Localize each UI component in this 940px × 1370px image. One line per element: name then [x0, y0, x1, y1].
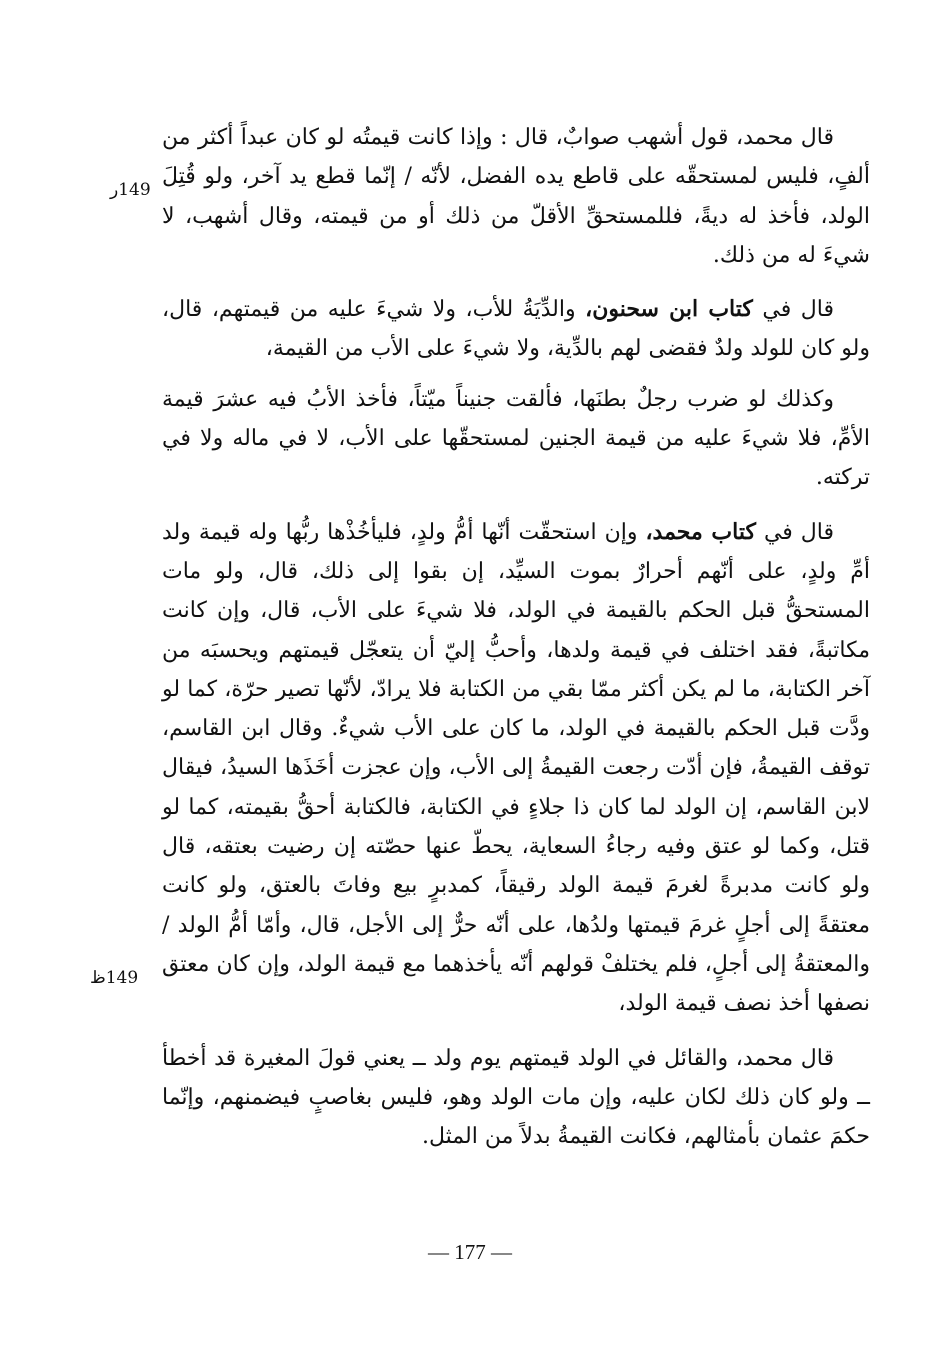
paragraph-3: وكذلك لو ضرب رجلٌ بطنَها، فألقت جنيناً ميّتاً، فأخذ الأبُ فيه عشرَ قيمة الأمِّ، فلا شيءَ عليه من قيمة الجنين لمستحقّها على الأب، لا في ماله ولا في تركته. — [162, 386, 870, 491]
paragraph-4 — [162, 513, 870, 1024]
book-title-ibn-sahnun: كتاب ابن سحنون، — [585, 296, 753, 323]
paragraph-1: قال محمد، قول أشهب صوابٌ، قال : وإذا كانت قيمتُه لو كان عبداً أكثر من ألفٍ، فليس لمستحقّه على قاطع يده الفضل، لأنّه / إنّما قطع يد آخر، ولو قُتِلَ الولد، فأخذ له ديةً، فللمستحقِّ الأقلّ من ذلك أو من قيمته، وقال أشهب، لا شيءَ له من ذلك. — [162, 125, 870, 268]
margin-folio-verso: 149ظ — [90, 968, 139, 988]
book-title-muhammad: كتاب محمد، — [645, 518, 756, 545]
margin-folio-recto: 149ر — [110, 180, 151, 200]
paragraph-4-lead: قال في — [755, 519, 834, 545]
main-text-block — [162, 118, 870, 1156]
paragraph-4-rest: وإن استحقّت أنّها أمُّ ولدٍ، فليأخُذْها ربُّها وله قيمة ولد أمِّ ولدٍ، على أنّهم أحرارٌ بموت السيِّد، إن بقوا إلى ذلك، قال، ولو مات المستحقُّ قبل الحكم بالقيمة في الولد، فلا شيءَ على الأب، قال، وإن كانت مكاتبةً، فقد اختلف في قيمة ولدها، وأحبُّ إليّ أن يتعجّل قيمتهم ويحسبَه من آخر الكتابة، ما لم يكن أكثر ممّا بقي من الكتابة فلا يرادّ، لأنّها تصير حرّة، كما لو ودَّت قبل الحكم بالقيمة في الولد، ما كان على الأب شيءٌ. وقال ابن القاسم، توقف القيمةُ، فإن أدّت رجعت القيمةُ إلى الأب، وإن عجزت أخَذَها السيدُ، فيقال لابن القاسم، إن الولد لما كان ذا جلاءٍ في الكتابة، فالكتابة أحقُّ بقيمته، كما لو قتل، وكما لو عتق وفيه رجاءُ السعاية، يحطّ عنها حصّته إن رضيت بعتقه، قال ولو كانت مدبرةً لغرمَ قيمة الولد رقيقاً، كمدبرٍ بيع وفاتَ بالعتق، ولو كانت معتقةً إلى أجلٍ غرمَ قيمتها ولدُها، على أنّه حرٌّ إلى الأجل، قال، وأمّا أمُّ الولد / والمعتقةُ إلى أجلٍ، فلم يختلفْ قولهم أنّه يأخذهما مع قيمة الولد، وإن كان معتق نصفها أخذ نصف قيمة الولد، — [162, 519, 870, 1017]
paragraph-2 — [162, 290, 870, 369]
paragraph-5: قال محمد، والقائل في الولد قيمتهم يوم ولد ــ يعني قولَ المغيرة قد أخطأ ــ ولو كان ذلك لكان عليه، وإن مات الولد وهو، فليس بغاصبٍ فيضمنهم، وإنّما حكمَ عثمان بأمثالهم، فكانت القيمةُ بدلاً من المثل. — [162, 1045, 870, 1150]
paragraph-2-rest: والدِّيَةُ للأب، ولا شيءَ عليه من قيمتهم، قال، ولو كان للولد ولدٌ فقضى لهم بالدِّية، ولا شيءَ على الأب من القيمة، — [162, 297, 870, 362]
page-number: — 177 — — [428, 1240, 512, 1264]
paragraph-2-lead: قال في — [752, 297, 834, 323]
